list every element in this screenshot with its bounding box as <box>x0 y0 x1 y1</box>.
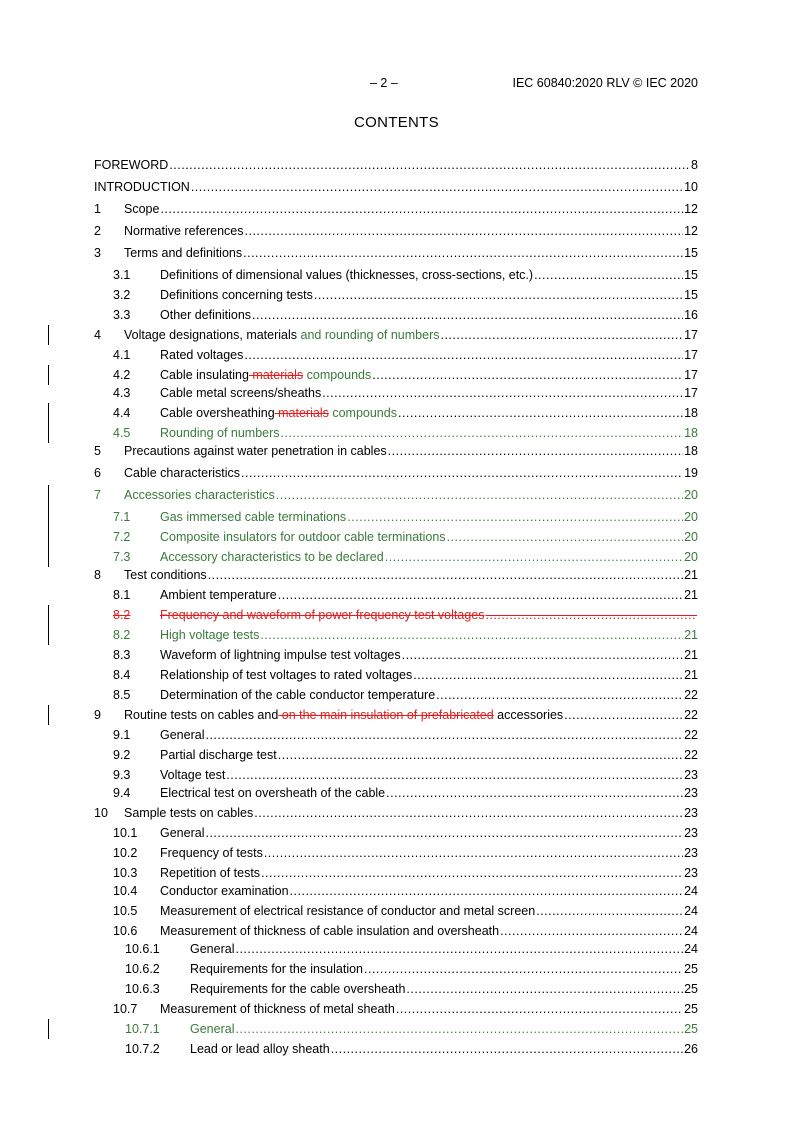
toc-entry-title <box>160 404 397 422</box>
toc-entry-title <box>160 844 263 862</box>
dot-leader <box>364 960 683 978</box>
toc-page-number: 25 <box>684 1022 698 1036</box>
toc-page-number: 24 <box>684 942 698 956</box>
toc-entry-number: 9.3 <box>113 768 131 782</box>
dot-leader <box>402 646 683 664</box>
dot-leader <box>406 980 683 998</box>
title-text: Cable metal screens/sheaths <box>160 386 322 400</box>
toc-page-number: 25 <box>684 1002 698 1016</box>
dot-leader <box>235 1020 683 1038</box>
toc-entry[interactable] <box>94 346 698 364</box>
toc-entry-number: 7.2 <box>113 530 131 544</box>
toc-entry-number: 10.2 <box>113 846 138 860</box>
dot-leader <box>447 528 684 546</box>
toc-entry[interactable] <box>94 326 698 344</box>
toc-entry[interactable] <box>94 706 698 724</box>
title-text: General <box>190 1022 235 1036</box>
page-number: – 2 – <box>370 76 398 90</box>
toc-entry-number: 8.1 <box>113 588 131 602</box>
title-text: General <box>190 942 235 956</box>
title-text: High voltage tests <box>160 628 260 642</box>
dot-leader <box>534 266 683 284</box>
title-text: INTRODUCTION <box>94 180 190 194</box>
toc-entry-title <box>160 266 533 284</box>
toc-entry-number: 5 <box>94 444 101 458</box>
toc-page-number: 20 <box>684 550 698 564</box>
toc-entry[interactable] <box>94 686 698 704</box>
toc-entry-number: 10.5 <box>113 904 138 918</box>
toc-entry-title <box>124 706 563 724</box>
toc-entry[interactable] <box>94 548 698 566</box>
dot-leader <box>169 156 690 174</box>
title-text: Waveform of lightning impulse test voltages <box>160 648 401 662</box>
toc-entry-number: 10.6.1 <box>125 942 160 956</box>
toc-page-number: 17 <box>684 348 698 362</box>
title-text: Accessory characteristics to be declared <box>160 550 384 564</box>
toc-entry-title <box>160 882 289 900</box>
toc-entry[interactable] <box>94 726 698 744</box>
toc-entry-title <box>160 746 277 764</box>
toc-page-number: 18 <box>684 426 698 440</box>
toc-entry[interactable] <box>94 824 698 842</box>
toc-entry-title <box>160 902 535 920</box>
title-text: Cable oversheathing <box>160 406 275 420</box>
toc-page-number: 18 <box>684 406 698 420</box>
dot-leader <box>241 464 683 482</box>
toc-page-number: 25 <box>684 962 698 976</box>
dot-leader <box>388 442 683 460</box>
toc-entry-number: 3.1 <box>113 268 131 282</box>
title-text: Composite insulators for outdoor cable terminations <box>160 530 446 544</box>
dot-leader <box>205 824 683 842</box>
toc-entry-title <box>160 626 259 644</box>
toc-entry-number: 6 <box>94 466 101 480</box>
toc-entry-title <box>160 606 484 624</box>
toc-entry[interactable] <box>94 528 698 546</box>
running-header <box>0 76 793 92</box>
toc-entry-title <box>160 384 321 402</box>
title-text: accessories <box>493 708 564 722</box>
toc-entry[interactable] <box>94 424 698 442</box>
toc-entry-number: 10.6 <box>113 924 138 938</box>
toc-entry-number: 9.1 <box>113 728 131 742</box>
toc-entry-title <box>160 528 446 546</box>
toc-page-number: 21 <box>684 648 698 662</box>
dot-leader <box>386 784 683 802</box>
toc-page-number: 22 <box>684 708 698 722</box>
toc-entry-number: 1 <box>94 202 101 216</box>
toc-entry[interactable] <box>94 244 698 262</box>
title-text: Ambient temperature <box>160 588 277 602</box>
title-text: Definitions of dimensional values (thicknesses, cross-sections, etc.) <box>160 268 534 282</box>
toc-entry[interactable] <box>94 864 698 882</box>
document-reference: IEC 60840:2020 RLV © IEC 2020 <box>512 76 698 90</box>
toc-entry-title <box>190 1020 234 1038</box>
toc-entry-title <box>124 804 253 822</box>
title-text: Routine tests on cables and <box>124 708 279 722</box>
toc-entry-number: 10 <box>94 806 108 820</box>
toc-entry[interactable] <box>94 1040 698 1058</box>
toc-page-number: 24 <box>684 904 698 918</box>
inserted-text: and rounding of numbers <box>300 328 440 342</box>
dot-leader <box>254 804 683 822</box>
toc-entry-number: 10.7 <box>113 1002 138 1016</box>
dot-leader <box>278 586 683 604</box>
dot-leader <box>205 726 683 744</box>
toc-entry[interactable] <box>94 922 698 940</box>
dot-leader <box>290 882 684 900</box>
revision-change-bar <box>48 325 49 345</box>
toc-entry-title <box>190 940 234 958</box>
toc-entry-number: 8 <box>94 568 101 582</box>
toc-page-number: 15 <box>684 246 698 260</box>
toc-entry-number: 10.3 <box>113 866 138 880</box>
toc-entry-number: 3.3 <box>113 308 131 322</box>
dot-leader <box>191 178 683 196</box>
title-text: Test conditions <box>124 568 207 582</box>
toc-entry-title <box>124 486 275 504</box>
toc-page-number: 25 <box>684 982 698 996</box>
toc-entry-number: 8.3 <box>113 648 131 662</box>
toc-entry[interactable] <box>94 566 698 584</box>
dot-leader <box>440 326 683 344</box>
toc-entry-title <box>160 1000 395 1018</box>
toc-entry[interactable] <box>94 178 698 196</box>
title-text: General <box>160 728 205 742</box>
toc-entry-number: 8.5 <box>113 688 131 702</box>
dot-leader <box>226 766 683 784</box>
toc-entry[interactable] <box>94 306 698 324</box>
toc-page-number: 21 <box>684 568 698 582</box>
toc-entry-title <box>160 824 204 842</box>
toc-entry-title <box>160 766 225 784</box>
toc-page-number: 23 <box>684 768 698 782</box>
toc-entry[interactable] <box>94 646 698 664</box>
toc-entry-title <box>160 666 412 684</box>
toc-page-number: 15 <box>684 288 698 302</box>
title-text: Partial discharge test <box>160 748 277 762</box>
toc-entry-number: 8.2 <box>113 628 131 642</box>
title-text: Measurement of thickness of cable insulation and oversheath <box>160 924 500 938</box>
dot-leader <box>385 548 683 566</box>
toc-entry-title <box>190 960 363 978</box>
toc-page-number: 22 <box>684 728 698 742</box>
revision-change-bar <box>48 605 49 645</box>
title-text: Sample tests on cables <box>124 806 254 820</box>
revision-change-bar <box>48 705 49 725</box>
toc-entry-number: 4.2 <box>113 368 131 382</box>
dot-leader <box>314 286 683 304</box>
toc-page-number: 20 <box>684 530 698 544</box>
toc-page-number: 22 <box>684 748 698 762</box>
toc-page-number: 17 <box>684 368 698 382</box>
toc-entry-title <box>160 686 435 704</box>
toc-entry-number: 10.6.2 <box>125 962 160 976</box>
dot-leader <box>322 384 683 402</box>
toc-entry-number: 4.4 <box>113 406 131 420</box>
toc-entry-number: 4 <box>94 328 101 342</box>
title-text: Measurement of thickness of metal sheath <box>160 1002 395 1016</box>
title-text: Voltage designations, materials <box>124 328 301 342</box>
toc-entry-title <box>94 178 190 196</box>
toc-entry-number: 7.1 <box>113 510 131 524</box>
toc-entry[interactable] <box>94 222 698 240</box>
toc-entry-number: 7.3 <box>113 550 131 564</box>
dot-leader <box>243 244 683 262</box>
toc-entry[interactable] <box>94 156 698 174</box>
toc-entry[interactable] <box>94 286 698 304</box>
toc-entry-title <box>124 464 240 482</box>
toc-entry-number: 4.1 <box>113 348 131 362</box>
toc-entry[interactable] <box>94 464 698 482</box>
deleted-text: materials <box>248 368 304 382</box>
dot-leader <box>500 922 683 940</box>
toc-entry[interactable] <box>94 586 698 604</box>
toc-page-number: 15 <box>684 268 698 282</box>
toc-entry[interactable] <box>94 404 698 422</box>
dot-leader <box>436 686 683 704</box>
toc-page-number: 16 <box>684 308 698 322</box>
title-text: Cable characteristics <box>124 466 241 480</box>
revision-change-bar <box>48 1019 49 1039</box>
toc-page-number: 21 <box>684 628 698 642</box>
toc-entry[interactable] <box>94 902 698 920</box>
dot-leader <box>485 606 697 624</box>
toc-entry-number: 4.5 <box>113 426 131 440</box>
toc-page-number: 10 <box>684 180 698 194</box>
toc-page-number: 8 <box>691 158 698 172</box>
toc-entry-title <box>190 980 405 998</box>
dot-leader <box>536 902 683 920</box>
inserted-text: compounds <box>328 406 397 420</box>
dot-leader <box>398 404 683 422</box>
toc-page-number: 17 <box>684 328 698 342</box>
revision-change-bar <box>48 365 49 385</box>
deleted-text: materials <box>274 406 329 420</box>
toc-page-number: 12 <box>684 224 698 238</box>
toc-entry[interactable] <box>94 508 698 526</box>
toc-page-number: 23 <box>684 806 698 820</box>
dot-leader <box>372 366 683 384</box>
dot-leader <box>260 626 683 644</box>
toc-entry-title <box>124 326 439 344</box>
toc-entry-title <box>124 566 207 584</box>
toc-entry-title <box>160 286 313 304</box>
contents-heading: CONTENTS <box>354 114 439 131</box>
toc-entry-title <box>160 508 346 526</box>
dot-leader <box>347 508 683 526</box>
title-text: Rated voltages <box>160 348 244 362</box>
toc-entry[interactable] <box>94 844 698 862</box>
title-text: Accessories characteristics <box>124 488 275 502</box>
title-text: Requirements for the cable oversheath <box>190 982 406 996</box>
toc-entry-number: 10.4 <box>113 884 138 898</box>
toc-entry-title <box>124 244 242 262</box>
toc-entry-title <box>160 864 260 882</box>
toc-entry[interactable] <box>94 384 698 402</box>
toc-entry-title <box>160 366 371 384</box>
toc-entry[interactable] <box>94 1020 698 1038</box>
dot-leader <box>396 1000 683 1018</box>
title-text: General <box>160 826 205 840</box>
revision-change-bar <box>48 403 49 443</box>
toc-entry[interactable] <box>94 442 698 460</box>
toc-entry[interactable] <box>94 200 698 218</box>
dot-leader <box>413 666 683 684</box>
title-text: Measurement of electrical resistance of conductor and metal screen <box>160 904 536 918</box>
toc-entry-number: 3.2 <box>113 288 131 302</box>
title-text: Terms and definitions <box>124 246 243 260</box>
toc-entry-number: 10.6.3 <box>125 982 160 996</box>
dot-leader <box>160 200 683 218</box>
toc-entry-number: 3 <box>94 246 101 260</box>
inserted-text: compounds <box>303 368 372 382</box>
toc-page-number: 18 <box>684 444 698 458</box>
dot-leader <box>278 746 683 764</box>
title-text: Conductor examination <box>160 884 289 898</box>
toc-entry[interactable] <box>94 626 698 644</box>
deleted-text: on the main insulation of prefabricated <box>278 708 494 722</box>
toc-entry-title <box>160 726 204 744</box>
toc-entry-number: 9 <box>94 708 101 722</box>
toc-entry[interactable] <box>94 486 698 504</box>
toc-page-number: 12 <box>684 202 698 216</box>
toc-entry[interactable] <box>94 266 698 284</box>
toc-entry[interactable] <box>94 882 698 900</box>
toc-entry[interactable] <box>94 1000 698 1018</box>
toc-entry-title <box>160 586 277 604</box>
toc-entry-title <box>94 156 168 174</box>
toc-entry-number: 4.3 <box>113 386 131 400</box>
title-text: Determination of the cable conductor temperature <box>160 688 436 702</box>
title-text: Rounding of numbers <box>160 426 280 440</box>
title-text: Relationship of test voltages to rated voltages <box>160 668 413 682</box>
toc-entry-number: 9.2 <box>113 748 131 762</box>
toc-page-number: 26 <box>684 1042 698 1056</box>
title-text: FOREWORD <box>94 158 169 172</box>
toc-page-number: 24 <box>684 924 698 938</box>
toc-entry-title <box>160 424 280 442</box>
title-text: Electrical test on oversheath of the cable <box>160 786 386 800</box>
toc-page-number: 24 <box>684 884 698 898</box>
toc-entry[interactable] <box>94 960 698 978</box>
toc-entry-title <box>124 222 244 240</box>
title-text: Normative references <box>124 224 244 238</box>
toc-entry-title <box>124 442 387 460</box>
title-text: Requirements for the insulation <box>190 962 364 976</box>
title-text: Scope <box>124 202 160 216</box>
toc-entry[interactable] <box>94 606 698 624</box>
toc-entry[interactable] <box>94 746 698 764</box>
title-text: Gas immersed cable terminations <box>160 510 347 524</box>
toc-page-number: 23 <box>684 786 698 800</box>
toc-entry[interactable] <box>94 666 698 684</box>
dot-leader <box>235 940 683 958</box>
toc-entry-number: 9.4 <box>113 786 131 800</box>
toc-entry[interactable] <box>94 940 698 958</box>
dot-leader <box>261 864 683 882</box>
dot-leader <box>264 844 683 862</box>
toc-page-number: 20 <box>684 488 698 502</box>
toc-page-number: 21 <box>684 668 698 682</box>
toc-page-number: 23 <box>684 846 698 860</box>
toc-entry-number: 10.7.1 <box>125 1022 160 1036</box>
toc-entry-number: 7 <box>94 488 101 502</box>
dot-leader <box>252 306 683 324</box>
toc-entry-title <box>190 1040 330 1058</box>
toc-page-number: 23 <box>684 826 698 840</box>
dot-leader <box>331 1040 683 1058</box>
title-text: Voltage test <box>160 768 226 782</box>
dot-leader <box>244 346 683 364</box>
title-text: Frequency and waveform of power frequency test voltages <box>160 608 485 622</box>
toc-entry[interactable] <box>94 784 698 802</box>
toc-entry-title <box>160 784 385 802</box>
toc-page-number: 23 <box>684 866 698 880</box>
toc-entry-number: 2 <box>94 224 101 238</box>
toc-page-number: 22 <box>684 688 698 702</box>
toc-entry-title <box>160 548 384 566</box>
toc-entry[interactable] <box>94 366 698 384</box>
toc-entry-title <box>160 922 499 940</box>
toc-entry-number: 8.2 <box>113 608 131 622</box>
toc-entry-title <box>124 200 159 218</box>
toc-page-number: 19 <box>684 466 698 480</box>
dot-leader <box>564 706 683 724</box>
title-text: Definitions concerning tests <box>160 288 313 302</box>
dot-leader <box>276 486 683 504</box>
revision-change-bar <box>48 485 49 567</box>
dot-leader <box>208 566 683 584</box>
dot-leader <box>245 222 684 240</box>
toc-entry-title <box>160 646 401 664</box>
toc-page-number: 17 <box>684 386 698 400</box>
toc-page-number: 20 <box>684 510 698 524</box>
title-text: Repetition of tests <box>160 866 261 880</box>
title-text: Frequency of tests <box>160 846 263 860</box>
title-text: Other definitions <box>160 308 252 322</box>
title-text: Lead or lead alloy sheath <box>190 1042 330 1056</box>
toc-entry-number: 10.1 <box>113 826 138 840</box>
toc-entry[interactable] <box>94 804 698 822</box>
title-text: Cable insulating <box>160 368 249 382</box>
title-text: Precautions against water penetration in cables <box>124 444 387 458</box>
toc-entry[interactable] <box>94 980 698 998</box>
toc-entry-title <box>160 346 243 364</box>
toc-entry-number: 8.4 <box>113 668 131 682</box>
toc-page-number: 21 <box>684 588 698 602</box>
toc-entry[interactable] <box>94 766 698 784</box>
dot-leader <box>281 424 684 442</box>
toc-entry-number: 10.7.2 <box>125 1042 160 1056</box>
toc-entry-title <box>160 306 251 324</box>
